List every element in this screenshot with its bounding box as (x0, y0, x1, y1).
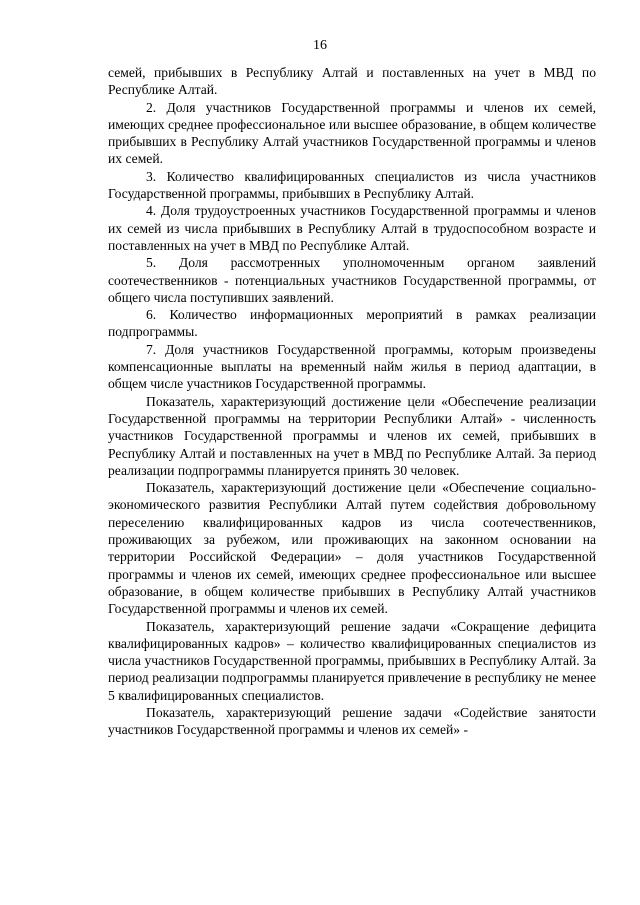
paragraph-task-employment: Показатель, характеризующий решение задачи «Содействие занятости участников Государственной программы и членов их семей» - (108, 704, 596, 738)
paragraph-indicator-6: 6. Количество информационных мероприятий в рамках реализации подпрограммы. (108, 307, 596, 340)
paragraph-indicator-3: 3. Количество квалифицированных специалистов из числа участников Государственной программы, прибывших в Республику Алтай. (108, 168, 596, 202)
paragraph-indicator-4: 4. Доля трудоустроенных участников Государственной программы и членов их семей из числа прибывших в Республику Алтай в трудоспособном возрасте и поставленных на учет в МВД по Республике Алтай. (108, 203, 596, 253)
paragraph-goal-implementation: Показатель, характеризующий достижение цели «Обеспечение реализации Государственной программы на территории Республики Алтай» - численность участников Государственной программы и членов их семей, прибывших в Республику Алтай и поставленных на учет в МВД по Республике Алтай. За период реализации подпрограммы планируется принять 30 человек. (108, 393, 596, 478)
document-body (108, 64, 596, 739)
paragraph-goal-development: Показатель, характеризующий достижение цели «Обеспечение социально-экономического развития Республики Алтай путем содействия добровольному переселению квалифицированных кадров из числа соотечественников, проживающих за рубежом, или проживающих на законном основании на территории Российской Федерации» – доля участников Государственной программы и членов их семей, имеющих среднее профессиональное или высшее образование, в общем количестве прибывших в Республику Алтай участников Государственной программы и членов их семей. (108, 480, 596, 617)
paragraph-indicator-7: 7. Доля участников Государственной программы, которым произведены компенсационные выплаты на временный найм жилья в период адаптации, в общем числе участников Государственной программы. (108, 341, 596, 392)
paragraph-indicator-5: 5. Доля рассмотренных уполномоченным органом заявлений соотечественников - потенциальных участников Государственной программы, от общего числа поступивших заявлений. (108, 255, 596, 305)
paragraph-task-deficit: Показатель, характеризующий решение задачи «Сокращение дефицита квалифицированных кадров» – количество квалифицированных специалистов из числа участников Государственной программы, прибывших в Республику Алтай. За период реализации подпрограммы планируется привлечение в республику не менее 5 квалифицированных специалистов. (108, 618, 596, 703)
page-number: 16 (313, 38, 327, 53)
paragraph-indicator-2: 2. Доля участников Государственной программы и членов их семей, имеющих среднее профессиональное или высшее образование, в общем количестве прибывших в Республику Алтай участников Государственной программы и членов их семей. (108, 99, 596, 167)
paragraph-continuation: семей, прибывших в Республику Алтай и поставленных на учет в МВД по Республике Алтай. (108, 65, 596, 98)
